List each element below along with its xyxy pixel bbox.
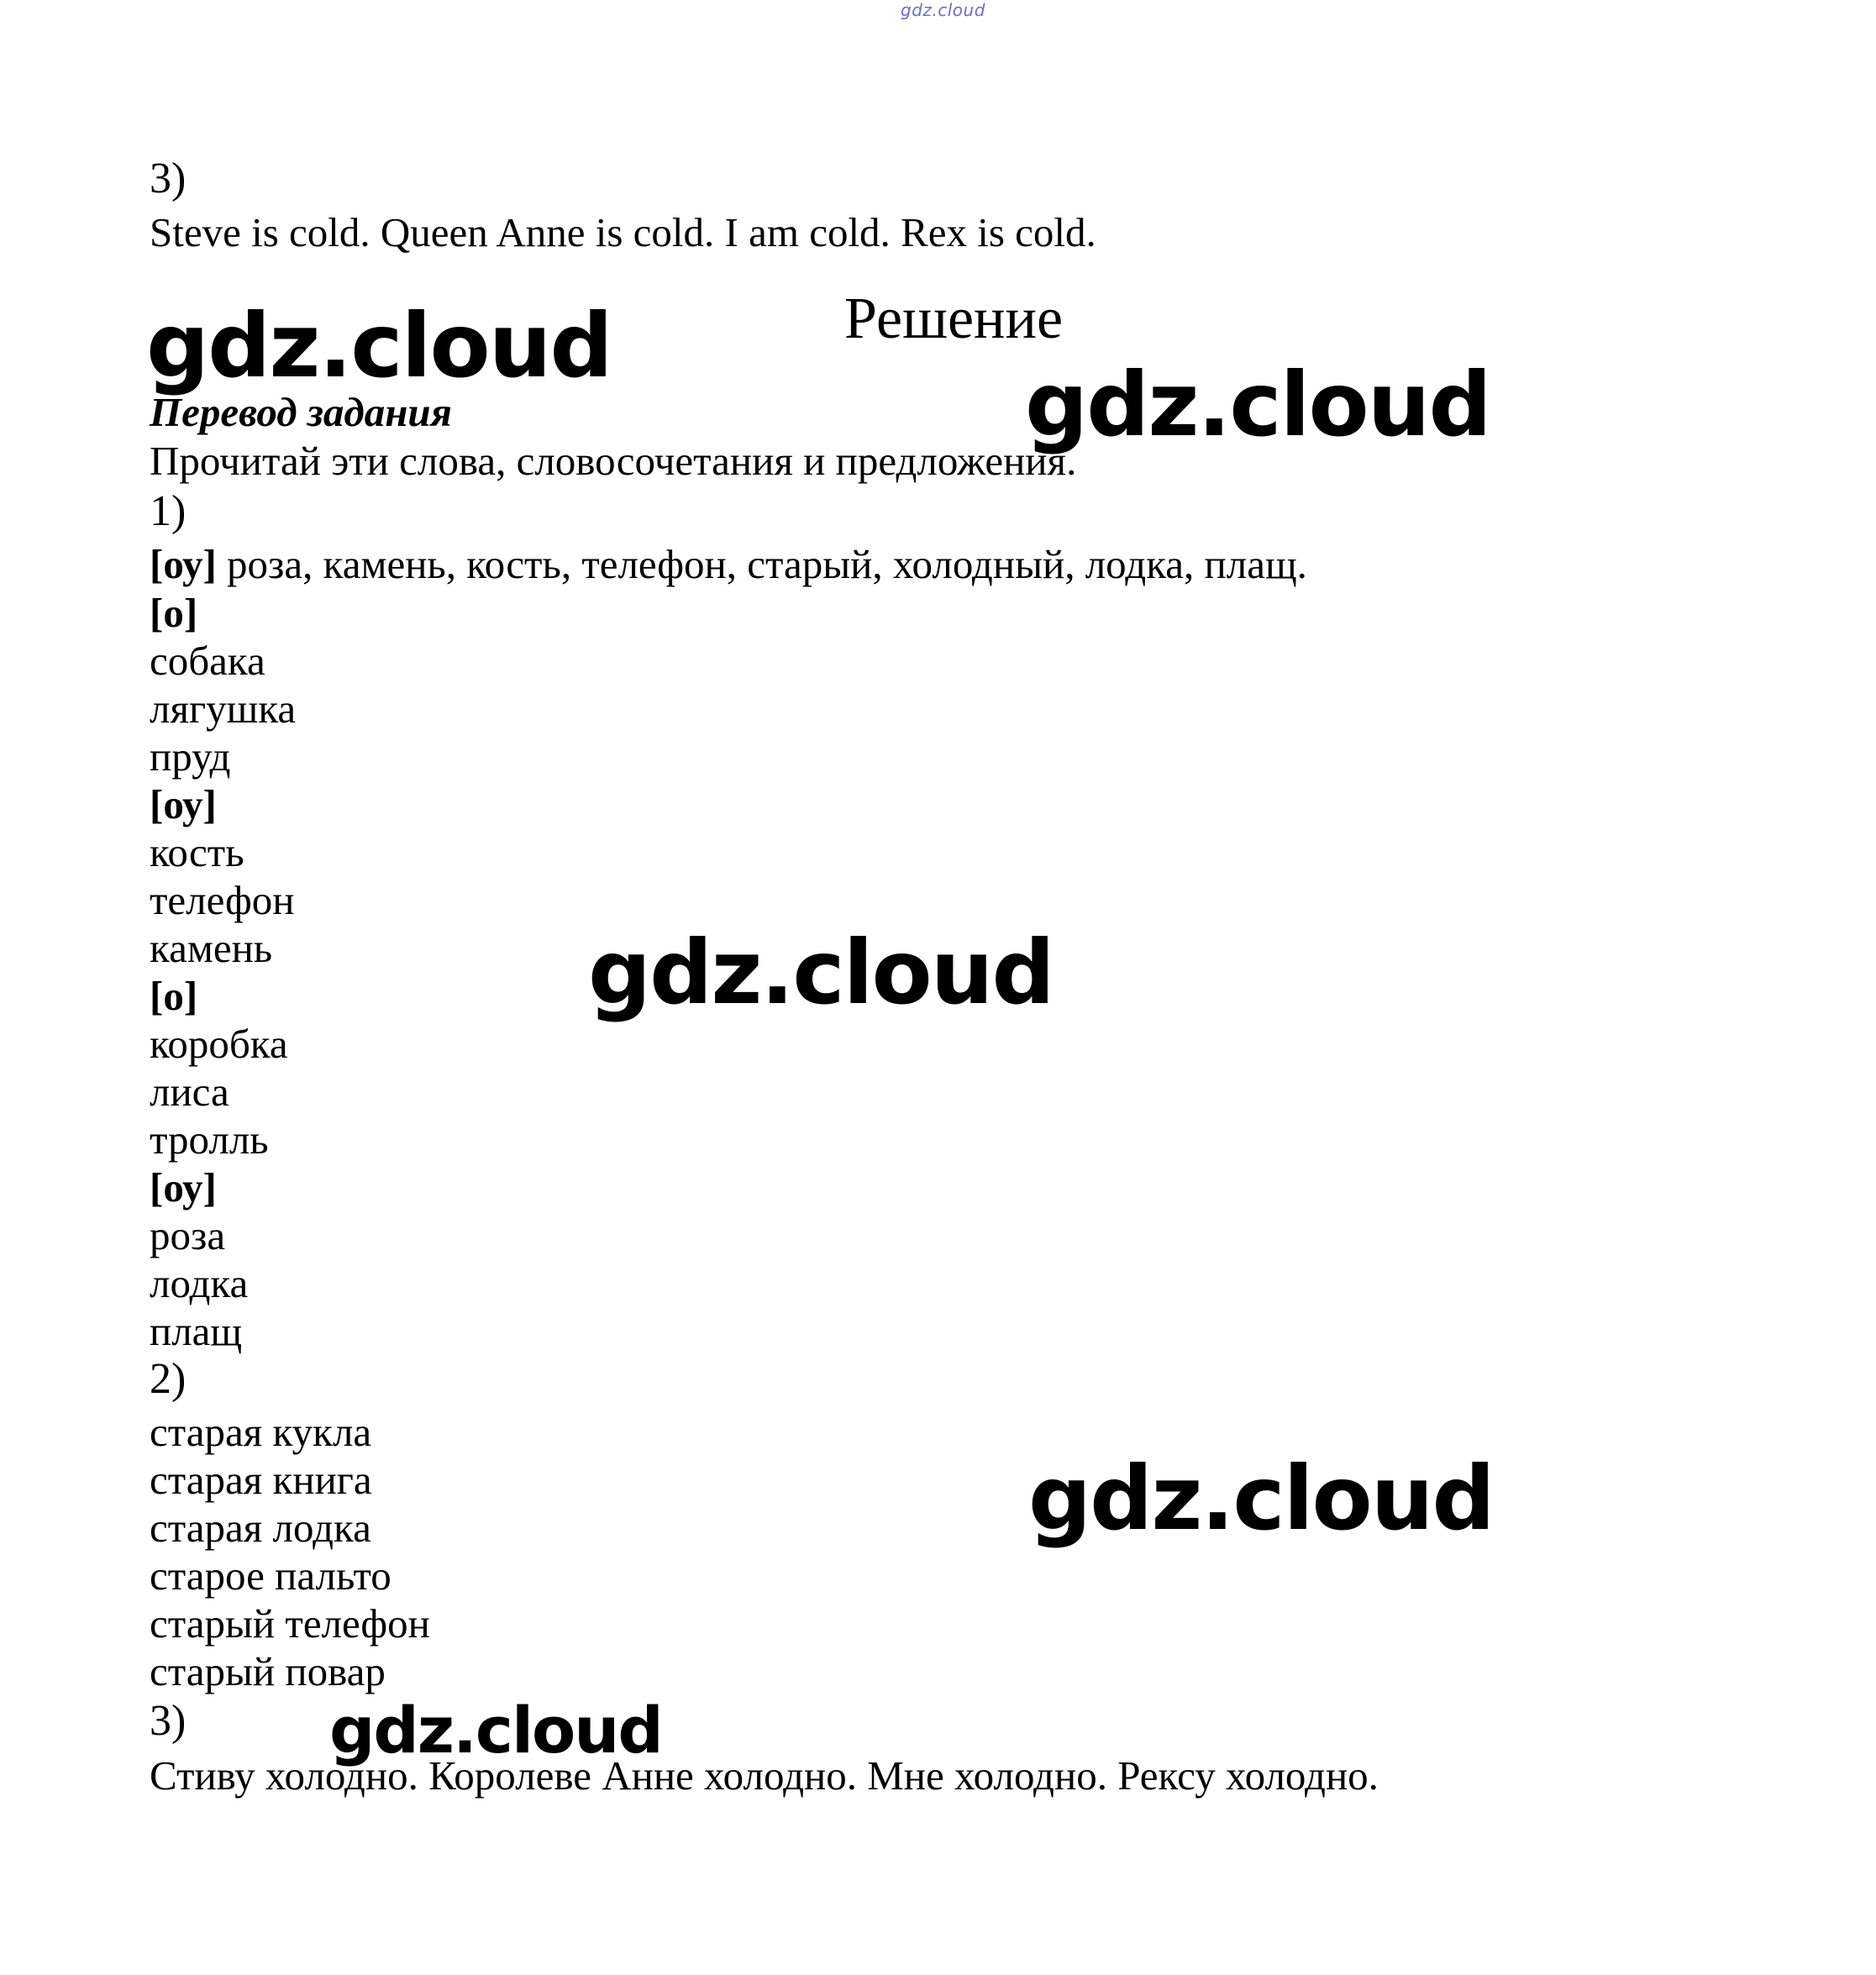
word-item: тролль — [150, 1116, 269, 1163]
watermark: gdz.cloud — [1028, 1447, 1494, 1550]
word-item: роза — [150, 1212, 226, 1258]
translation-heading: Перевод задания — [150, 389, 452, 435]
watermark: gdz.cloud — [146, 295, 612, 397]
sound-label: [оу] — [150, 541, 217, 587]
phrase-item: старый телефон — [150, 1600, 430, 1647]
sound-label: [о] — [150, 973, 198, 1019]
part3-number: 3) — [150, 1697, 187, 1745]
part2-number: 2) — [150, 1355, 187, 1403]
word-item: собака — [150, 638, 265, 684]
phrase-item: старое пальто — [150, 1552, 391, 1599]
word-item: лиса — [150, 1069, 229, 1115]
word-item: плащ — [150, 1308, 243, 1354]
part1-intro — [150, 540, 1307, 588]
phrase-item: старая книга — [150, 1457, 372, 1503]
phrase-item: старая лодка — [150, 1505, 371, 1551]
solution-title: Решение — [844, 286, 1064, 351]
word-item: пруд — [150, 733, 231, 780]
watermark: gdz.cloud — [588, 922, 1054, 1024]
part3-sentence: Стиву холодно. Королеве Анне холодно. Мне холодно. Рексу холодно. — [150, 1752, 1379, 1799]
phrase-item: старая кукла — [150, 1409, 372, 1455]
word-item: лягушка — [150, 685, 297, 732]
phrase-item: старый повар — [150, 1648, 386, 1694]
word-item: телефон — [150, 877, 295, 923]
translation-instruction: Прочитай эти слова, словосочетания и предложения. — [150, 438, 1077, 484]
watermark: gdz.cloud — [1025, 354, 1490, 456]
word-item: лодка — [150, 1260, 249, 1306]
watermark: gdz.cloud — [329, 1693, 662, 1768]
word-item: кость — [150, 829, 244, 875]
intro-words: роза, камень, кость, телефон, старый, холодный, лодка, плащ. — [216, 541, 1307, 587]
sound-label: [о] — [150, 590, 198, 636]
task-part3-number: 3) — [150, 155, 187, 202]
sound-label: [оу] — [150, 1164, 217, 1211]
part1-number: 1) — [150, 487, 187, 535]
word-item: коробка — [150, 1021, 288, 1067]
site-mark: gdz.cloud — [901, 0, 985, 20]
word-item: камень — [150, 925, 273, 971]
task-part3-sentence: Steve is cold. Queen Anne is cold. I am cold. Rex is cold. — [150, 209, 1096, 255]
sound-label: [оу] — [150, 781, 217, 827]
